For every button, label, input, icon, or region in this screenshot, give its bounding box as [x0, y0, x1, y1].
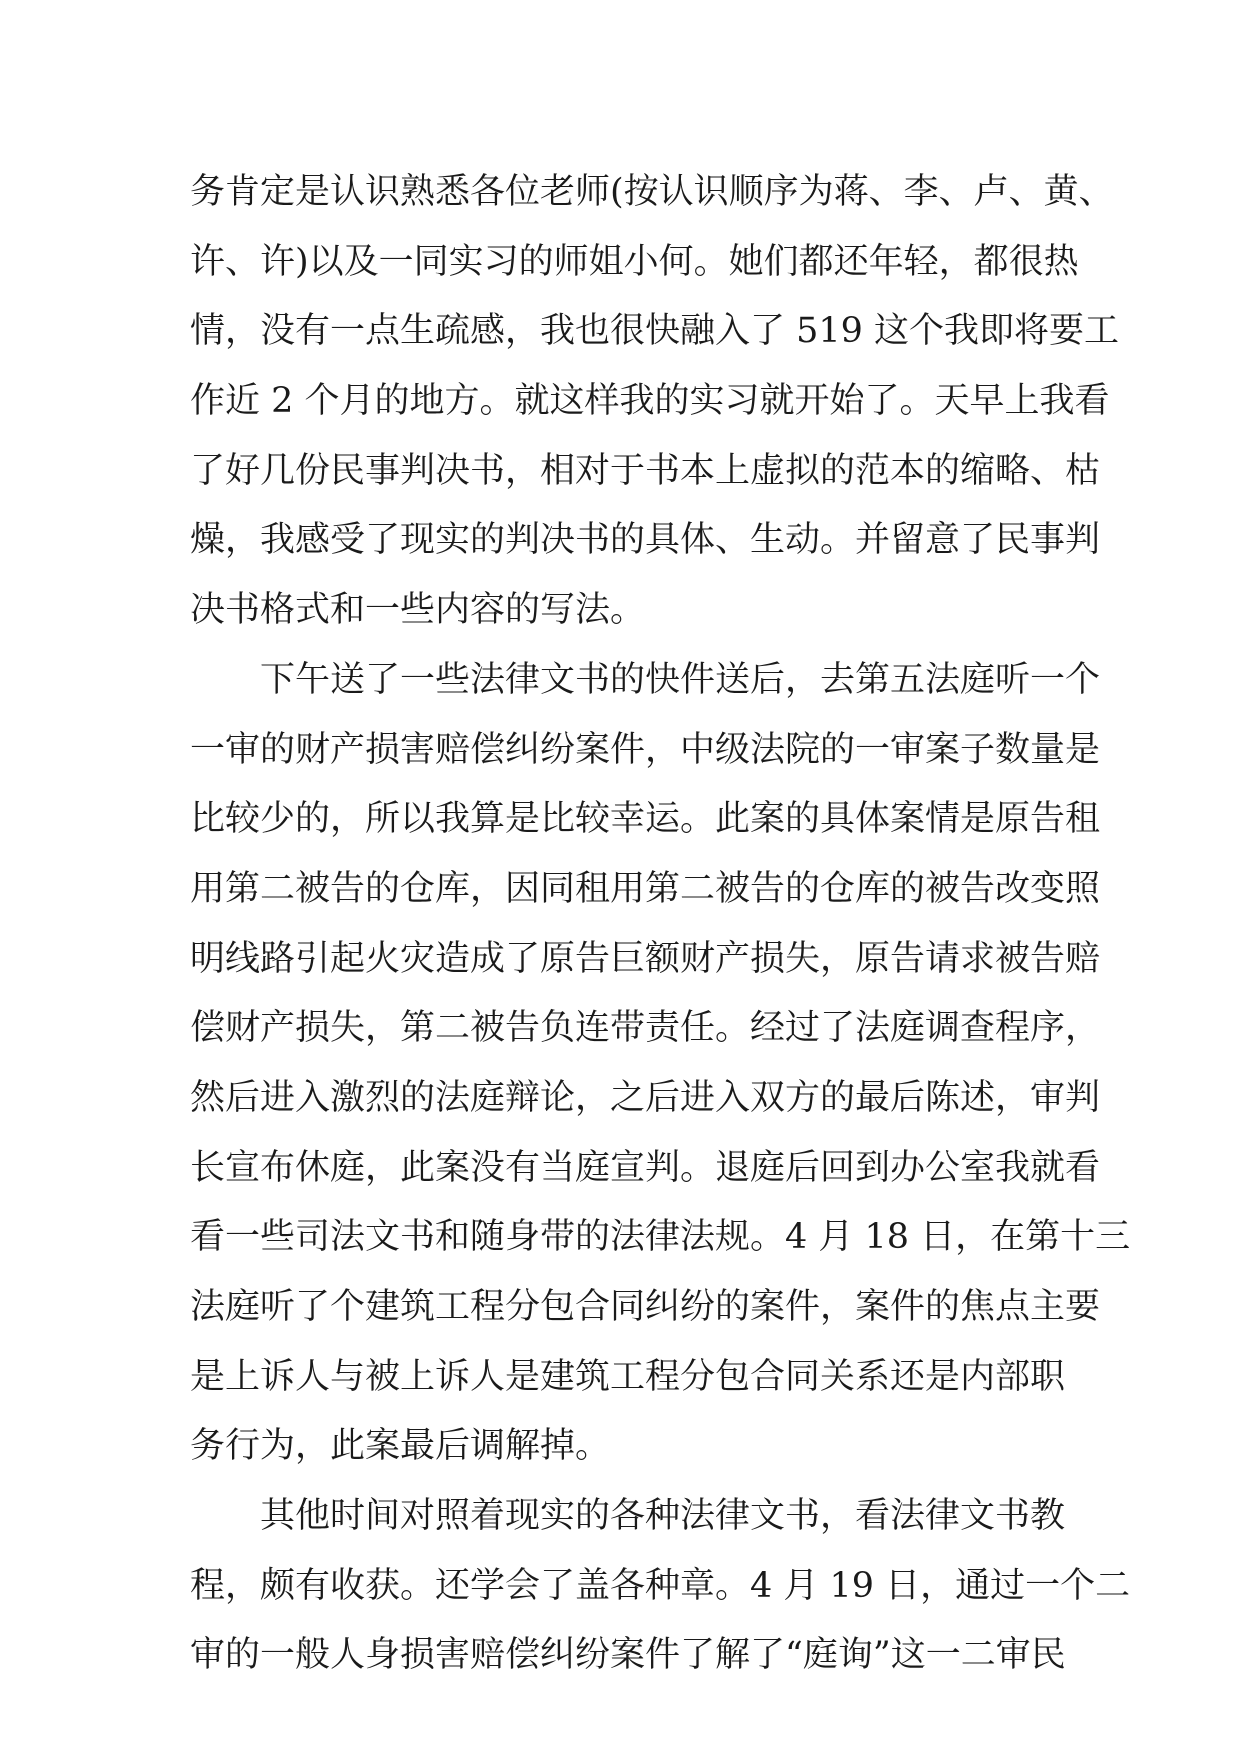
paragraph-1-line-2: 许、许)以及一同实习的师姐小何。她们都还年轻，都很热 [190, 241, 1079, 282]
paragraph-2-line-11: 是上诉人与被上诉人是建筑工程分包合同关系还是内部职 [190, 1356, 1066, 1397]
paragraph-2-line-4: 用第二被告的仓库，因同租用第二被告的仓库的被告改变照 [190, 868, 1101, 909]
paragraph-1-line-6: 燥，我感受了现实的判决书的具体、生动。并留意了民事判 [190, 520, 1101, 561]
paragraph-3-line-2: 程，颇有收获。还学会了盖各种章。4 月 19 日，通过一个二 [190, 1565, 1131, 1606]
paragraph-1-line-3: 情，没有一点生疏感，我也很快融入了 519 这个我即将要工 [190, 311, 1120, 352]
paragraph-3-line-1: 其他时间对照着现实的各种法律文书，看法律文书教 [260, 1496, 1066, 1537]
paragraph-2-line-1: 下午送了一些法律文书的快件送后，去第五法庭听一个 [260, 659, 1101, 700]
paragraph-1-line-7: 决书格式和一些内容的写法。 [190, 590, 646, 631]
paragraph-1-line-5: 了好几份民事判决书，相对于书本上虚拟的范本的缩略、枯 [190, 450, 1101, 491]
paragraph-2-line-6: 偿财产损失，第二被告负连带责任。经过了法庭调查程序， [190, 1008, 1101, 1049]
paragraph-2-line-9: 看一些司法文书和随身带的法律法规。4 月 18 日，在第十三 [190, 1217, 1131, 1258]
paragraph-1-line-1: 务肯定是认识熟悉各位老师(按认识顺序为蒋、李、卢、黄、 [190, 172, 1114, 212]
document-body [190, 158, 1131, 1691]
paragraph-2-line-8: 长宣布休庭，此案没有当庭宣判。退庭后回到办公室我就看 [190, 1147, 1101, 1188]
paragraph-2-line-5: 明线路引起火灾造成了原告巨额财产损失，原告请求被告赔 [190, 938, 1101, 979]
paragraph-1-line-4: 作近 2 个月的地方。就这样我的实习就开始了。天早上我看 [190, 381, 1110, 422]
paragraph-2-line-7: 然后进入激烈的法庭辩论，之后进入双方的最后陈述，审判 [190, 1077, 1101, 1118]
paragraph-2-line-3: 比较少的，所以我算是比较幸运。此案的具体案情是原告租 [190, 799, 1101, 840]
paragraph-2-line-10: 法庭听了个建筑工程分包合同纠纷的案件，案件的焦点主要 [190, 1287, 1101, 1327]
paragraph-2-line-2: 一审的财产损害赔偿纠纷案件，中级法院的一审案子数量是 [190, 729, 1101, 770]
paragraph-2-line-12: 务行为，此案最后调解掉。 [190, 1426, 611, 1467]
paragraph-3-line-3: 审的一般人身损害赔偿纠纷案件了解了“庭询”这一二审民 [190, 1635, 1066, 1676]
